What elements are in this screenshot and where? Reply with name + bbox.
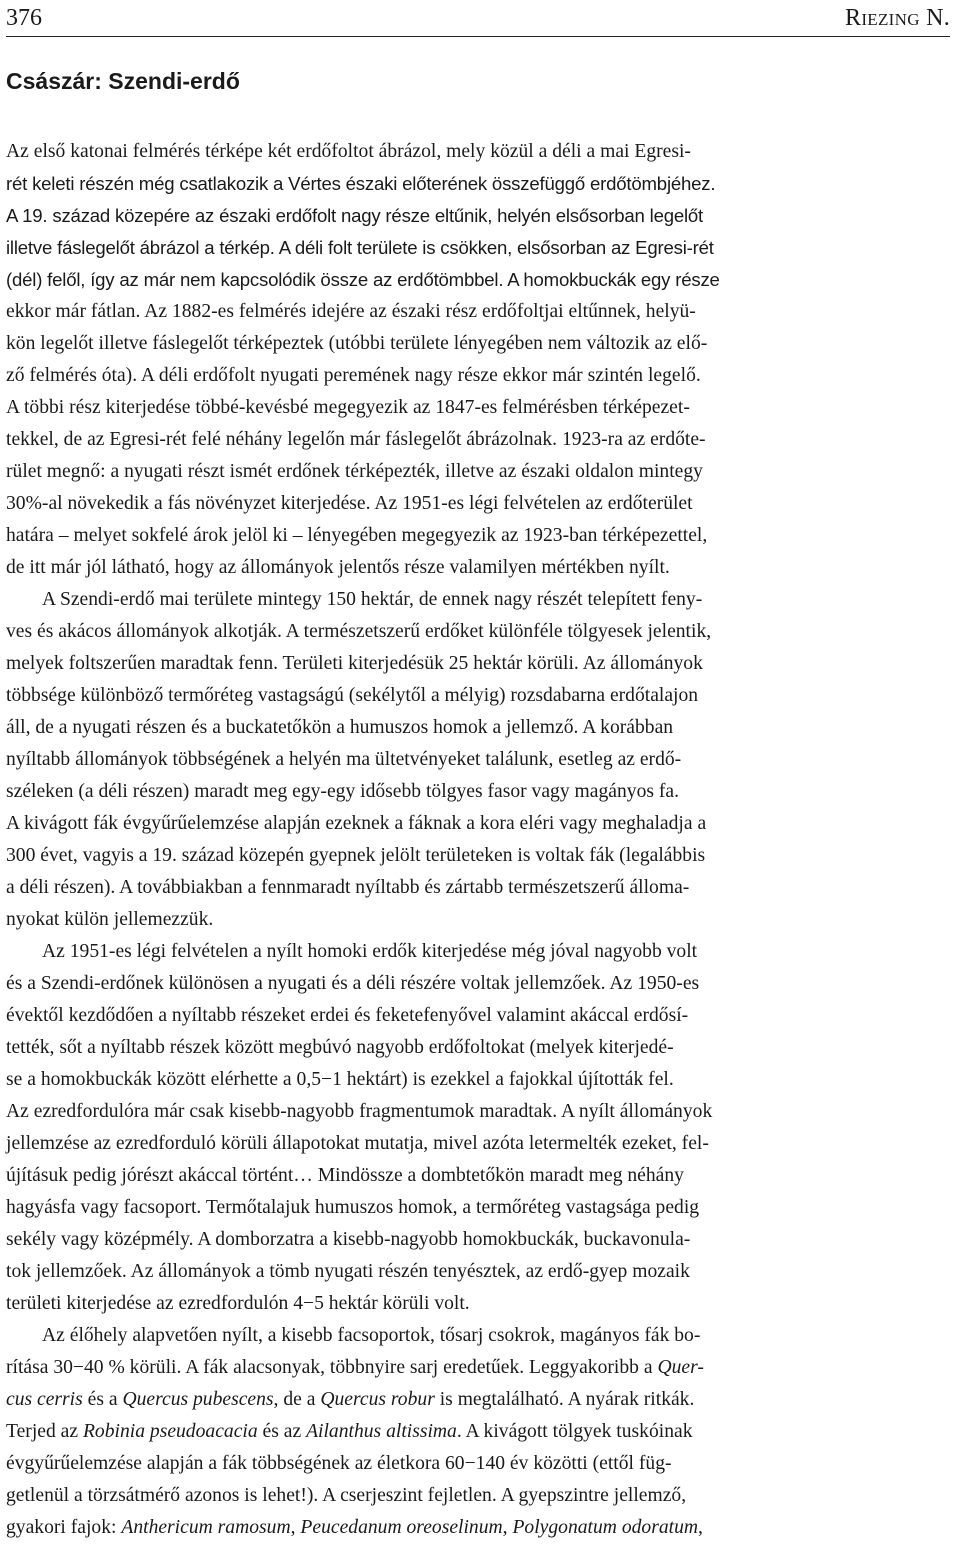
text-line bbox=[6, 168, 952, 200]
text-line bbox=[6, 1256, 952, 1288]
text-line-content: Az első katonai felmérés térképe két erdőfoltot ábrázol, mely közül a déli a mai Egresi- bbox=[6, 141, 691, 162]
text-line bbox=[6, 776, 952, 808]
text-line bbox=[6, 968, 952, 1000]
text-line bbox=[6, 392, 952, 424]
text-line-content: jellemzése az ezredforduló körüli állapotokat mutatja, mivel azóta letermelték ezeket, fel- bbox=[6, 1133, 709, 1154]
text-line-content: területi kiterjedése az ezredfordulón 4−5 hektár körüli volt. bbox=[6, 1293, 470, 1314]
text-line-content: tok jellemzőek. Az állományok a tömb nyugati részén tenyésztek, az erdő-gyep mozaik bbox=[6, 1261, 690, 1282]
text-line-content: tették, sőt a nyíltabb részek között megbúvó nagyobb erdőfoltokat (melyek kiterjedé- bbox=[6, 1037, 674, 1058]
text-line-content: a déli részen). A továbbiakban a fennmaradt nyíltabb és zártabb természetszerű álloma- bbox=[6, 877, 690, 898]
text-line bbox=[6, 200, 952, 232]
species-name: Quercus robur bbox=[320, 1389, 435, 1410]
text-line-content: rület megnő: a nyugati részt ismét erdőnek térképezték, illetve az északi oldalon mintegy bbox=[6, 461, 703, 482]
text-line bbox=[6, 424, 952, 456]
species-name: cus cerris bbox=[6, 1389, 83, 1410]
text-line bbox=[6, 1128, 952, 1160]
text-line-content: 30%-al növekedik a fás növényzet kiterjedése. Az 1951-es légi felvételen az erdőterület bbox=[6, 493, 693, 514]
text-line-content: A többi rész kiterjedése többé-kevésbé megegyezik az 1847-es felmérésben térképezet- bbox=[6, 397, 690, 418]
text-line-content: nyíltabb állományok többségének a helyén ma ültetvényeket találunk, esetleg az erdő- bbox=[6, 749, 682, 770]
text-line bbox=[6, 1192, 952, 1224]
text-line-content: cus cerris és a Quercus pubescens, de a Quercus robur is megtalálható. A nyárak ritkák. bbox=[6, 1389, 695, 1410]
text-line bbox=[6, 616, 952, 648]
text-line bbox=[6, 1384, 952, 1416]
text-line bbox=[6, 488, 952, 520]
text-line bbox=[6, 936, 952, 968]
running-header bbox=[6, 2, 950, 37]
text-line bbox=[6, 872, 952, 904]
text-line-content: rét keleti részén még csatlakozik a Vértes északi előterének összefüggő erdőtömbjéhez. bbox=[6, 173, 716, 194]
text-line bbox=[6, 1416, 952, 1448]
text-line bbox=[6, 456, 952, 488]
species-name: Quer- bbox=[657, 1357, 704, 1378]
text-line bbox=[6, 1320, 952, 1352]
text-line-content: széleken (a déli részen) maradt meg egy-egy idősebb tölgyes fasor vagy magányos fa. bbox=[6, 781, 680, 802]
text-line bbox=[6, 1224, 952, 1256]
text-line bbox=[6, 296, 952, 328]
text-line-content: tekkel, de az Egresi-rét felé néhány legelőn már fáslegelőt ábrázolnak. 1923-ra az erdőte- bbox=[6, 429, 706, 450]
section-title: Császár: Szendi-erdő bbox=[6, 68, 240, 94]
text-line bbox=[6, 744, 952, 776]
text-line bbox=[6, 1512, 952, 1544]
body-text bbox=[6, 136, 952, 1544]
text-line-content: melyek foltszerűen maradtak fenn. Területi kiterjedésük 25 hektár körüli. Az állományok bbox=[6, 653, 703, 674]
species-name: Quercus pubescens bbox=[122, 1389, 274, 1410]
text-line-content: se a homokbuckák között elérhette a 0,5−1 hektárt) is ezekkel a fajokkal újították fel. bbox=[6, 1069, 674, 1090]
text-line bbox=[6, 552, 952, 584]
text-line-content: de itt már jól látható, hogy az állományok jelentős része valamilyen mértékben nyílt. bbox=[6, 557, 670, 578]
species-name: Anthericum ramosum bbox=[121, 1517, 291, 1538]
text-line-content: Az ezredfordulóra már csak kisebb-nagyobb fragmentumok maradtak. A nyílt állományok bbox=[6, 1101, 713, 1122]
text-line bbox=[6, 1064, 952, 1096]
text-line-content: 300 évet, vagyis a 19. század közepén gyepnek jelölt területeken is voltak fák (legalábbis bbox=[6, 845, 706, 866]
text-line bbox=[6, 712, 952, 744]
text-line bbox=[6, 520, 952, 552]
text-line bbox=[6, 1160, 952, 1192]
text-line-content: évgyűrűelemzése alapján a fák többségének az életkora 60−140 év közötti (ettől füg- bbox=[6, 1453, 672, 1474]
text-line-content: áll, de a nyugati részen és a buckatetőkön a humuszos homok a jellemző. A korábban bbox=[6, 717, 674, 738]
species-name: Peucedanum oreoselinum bbox=[300, 1517, 503, 1538]
text-line-content: rítása 30−40 % körüli. A fák alacsonyak, többnyire sarj eredetűek. Leggyakoribb a Quer- bbox=[6, 1357, 704, 1378]
text-line-content: határa – melyet sokfelé árok jelöl ki – lényegében megegyezik az 1923-ban térképezettel, bbox=[6, 525, 708, 546]
text-line bbox=[6, 680, 952, 712]
text-line-content: getlenül a törzsátmérő azonos is lehet!). A cserjeszint fejletlen. A gyepszintre jellemző, bbox=[6, 1485, 687, 1506]
text-line bbox=[6, 840, 952, 872]
text-line-content: és a Szendi-erdőnek különösen a nyugati és a déli részére voltak jellemzőek. Az 1950-es bbox=[6, 973, 700, 994]
text-line-content: A kivágott fák évgyűrűelemzése alapján ezeknek a fáknak a kora eléri vagy meghaladja a bbox=[6, 813, 707, 834]
text-line bbox=[6, 808, 952, 840]
text-line-content: újításuk pedig jórészt akáccal történt… Mindössze a dombtetőkön maradt meg néhány bbox=[6, 1165, 684, 1186]
text-line-content: hagyásfa vagy facsoport. Termőtalajuk humuszos homok, a termőréteg vastagsága pedig bbox=[6, 1197, 700, 1218]
text-line bbox=[6, 360, 952, 392]
text-line-content: Az élőhely alapvetően nyílt, a kisebb facsoportok, tősarj csokrok, magányos fák bo- bbox=[42, 1325, 701, 1346]
text-line-content: kön legelőt illetve fáslegelőt térképeztek (utóbbi területe lényegében nem változik az elő- bbox=[6, 333, 708, 354]
text-line bbox=[6, 328, 952, 360]
text-line bbox=[6, 1096, 952, 1128]
text-line bbox=[6, 136, 952, 168]
text-line-content: ző felmérés óta). A déli erdőfolt nyugati peremének nagy része ekkor már szintén legelő. bbox=[6, 365, 701, 386]
text-line bbox=[6, 1352, 952, 1384]
text-line bbox=[6, 1288, 952, 1320]
text-line-content: sekély vagy középmély. A domborzatra a kisebb-nagyobb homokbuckák, buckavonula- bbox=[6, 1229, 691, 1250]
species-name: Ailanthus altissima bbox=[306, 1421, 457, 1442]
text-line bbox=[6, 264, 952, 296]
text-line-content: nyokat külön jellemezzük. bbox=[6, 909, 214, 930]
text-line-content: ekkor már fátlan. Az 1882-es felmérés idejére az északi rész erdőfoltjai eltűnnek, helyü- bbox=[6, 301, 696, 322]
species-name: Robinia pseudoacacia bbox=[82, 1421, 258, 1442]
text-line-content: többsége különböző termőréteg vastagságú (sekélytől a mélyig) rozsdabarna erdőtalajon bbox=[6, 685, 699, 706]
text-line-content: (dél) felől, így az már nem kapcsolódik össze az erdőtömbbel. A homokbuckák egy része bbox=[6, 269, 720, 290]
running-author: Riezing N. bbox=[845, 5, 950, 31]
text-line-content: Az 1951-es légi felvételen a nyílt homoki erdők kiterjedése még jóval nagyobb volt bbox=[42, 941, 698, 962]
species-name: Polygonatum odoratum bbox=[512, 1517, 699, 1538]
text-line bbox=[6, 904, 952, 936]
text-line-content: gyakori fajok: Anthericum ramosum, Peucedanum oreoselinum, Polygonatum odoratum, bbox=[6, 1517, 703, 1538]
text-line bbox=[6, 648, 952, 680]
text-line-content: A 19. század közepére az északi erdőfolt nagy része eltűnik, helyén elsősorban legelőt bbox=[6, 205, 704, 226]
text-line bbox=[6, 1480, 952, 1512]
text-line-content: A Szendi-erdő mai területe mintegy 150 hektár, de ennek nagy részét telepített feny- bbox=[42, 589, 703, 610]
text-line-content: ves és akácos állományok alkotják. A természetszerű erdőket különféle tölgyesek jelentik, bbox=[6, 621, 712, 642]
text-line bbox=[6, 232, 952, 264]
text-line-content: Terjed az Robinia pseudoacacia és az Ailanthus altissima. A kivágott tölgyek tuskóinak bbox=[6, 1421, 693, 1442]
text-line bbox=[6, 1032, 952, 1064]
text-line-content: évektől kezdődően a nyíltabb részeket erdei és feketefenyővel valamint akáccal erdősí- bbox=[6, 1005, 689, 1026]
text-line bbox=[6, 1448, 952, 1480]
text-line bbox=[6, 584, 952, 616]
page-number: 376 bbox=[6, 5, 42, 31]
text-line bbox=[6, 1000, 952, 1032]
text-line-content: illetve fáslegelőt ábrázol a térkép. A déli folt területe is csökken, elsősorban az Egresi-rét bbox=[6, 237, 714, 258]
